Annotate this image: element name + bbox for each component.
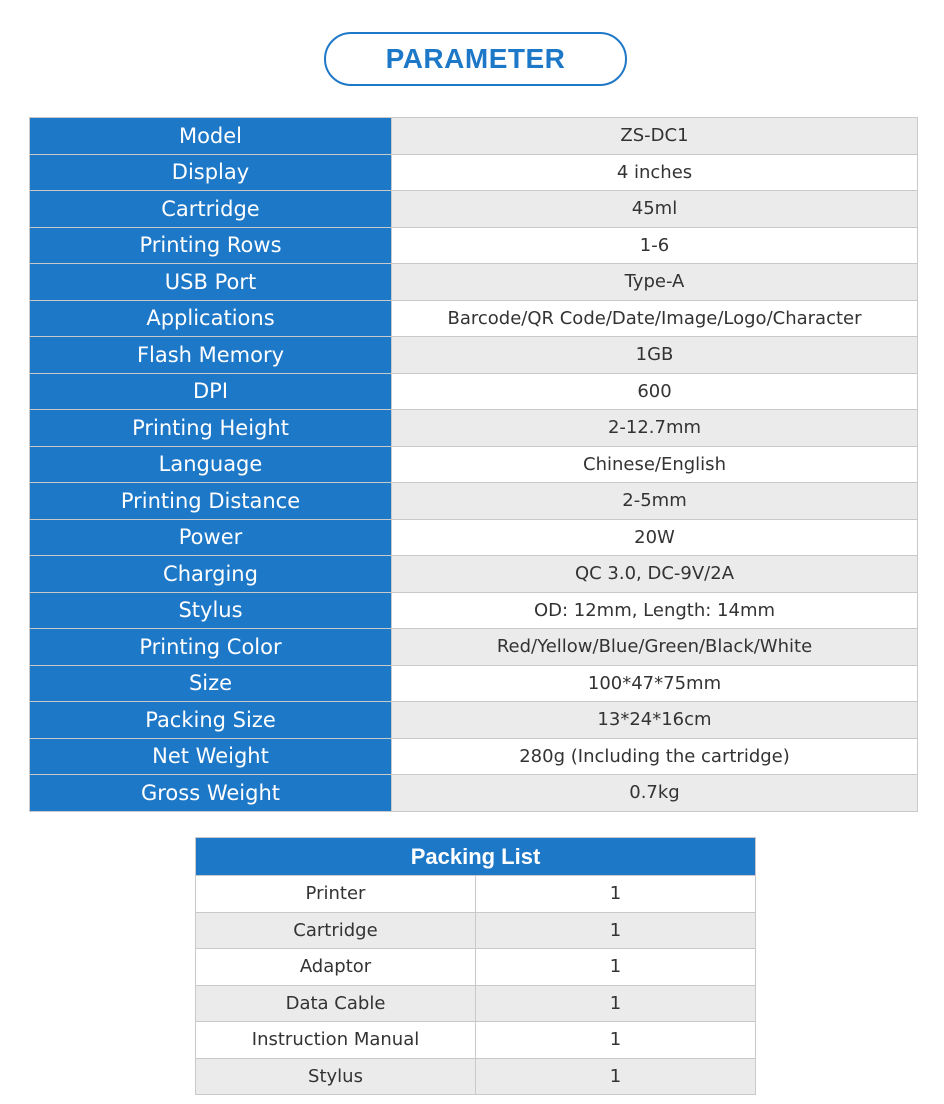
parameter-value: 1-6 xyxy=(392,227,918,264)
packing-item-quantity: 1 xyxy=(476,876,756,913)
parameter-row xyxy=(30,227,918,264)
parameter-key: Net Weight xyxy=(30,738,392,775)
parameter-key: Packing Size xyxy=(30,702,392,739)
packing-item-quantity: 1 xyxy=(476,1022,756,1059)
parameter-value: 280g (Including the cartridge) xyxy=(392,738,918,775)
packing-item-name: Stylus xyxy=(196,1058,476,1095)
parameter-key: Printing Height xyxy=(30,410,392,447)
parameter-row xyxy=(30,337,918,374)
packing-item-quantity: 1 xyxy=(476,1058,756,1095)
parameter-value: 2-5mm xyxy=(392,483,918,520)
packing-list-row xyxy=(196,949,756,986)
packing-item-name: Instruction Manual xyxy=(196,1022,476,1059)
parameter-key: Flash Memory xyxy=(30,337,392,374)
parameter-row xyxy=(30,702,918,739)
parameter-row xyxy=(30,556,918,593)
parameter-row xyxy=(30,629,918,666)
parameter-value: Chinese/English xyxy=(392,446,918,483)
packing-item-name: Printer xyxy=(196,876,476,913)
parameter-row xyxy=(30,446,918,483)
parameter-key: DPI xyxy=(30,373,392,410)
packing-list-row xyxy=(196,1058,756,1095)
parameter-key: Gross Weight xyxy=(30,775,392,812)
parameter-key: Printing Distance xyxy=(30,483,392,520)
parameter-value: 4 inches xyxy=(392,154,918,191)
parameter-row xyxy=(30,373,918,410)
parameter-value: 100*47*75mm xyxy=(392,665,918,702)
parameter-value: QC 3.0, DC-9V/2A xyxy=(392,556,918,593)
packing-list-header-row xyxy=(196,838,756,876)
parameter-key: Cartridge xyxy=(30,191,392,228)
parameter-key: USB Port xyxy=(30,264,392,301)
parameter-row xyxy=(30,738,918,775)
parameter-row xyxy=(30,775,918,812)
parameter-value: 600 xyxy=(392,373,918,410)
parameter-key: Model xyxy=(30,118,392,155)
parameter-key: Stylus xyxy=(30,592,392,629)
packing-list-row xyxy=(196,1022,756,1059)
parameter-row xyxy=(30,665,918,702)
packing-list-table xyxy=(195,837,756,1095)
parameter-key: Applications xyxy=(30,300,392,337)
parameter-key: Printing Rows xyxy=(30,227,392,264)
packing-list-row xyxy=(196,985,756,1022)
parameter-row xyxy=(30,483,918,520)
packing-list-row xyxy=(196,912,756,949)
parameter-title-badge xyxy=(324,32,627,86)
parameter-value: OD: 12mm, Length: 14mm xyxy=(392,592,918,629)
parameter-value: 0.7kg xyxy=(392,775,918,812)
parameter-value: ZS-DC1 xyxy=(392,118,918,155)
parameter-row xyxy=(30,264,918,301)
parameter-key: Printing Color xyxy=(30,629,392,666)
parameter-key: Power xyxy=(30,519,392,556)
packing-item-quantity: 1 xyxy=(476,912,756,949)
packing-item-name: Adaptor xyxy=(196,949,476,986)
parameter-row xyxy=(30,592,918,629)
parameter-value: 13*24*16cm xyxy=(392,702,918,739)
parameter-key: Language xyxy=(30,446,392,483)
parameter-row xyxy=(30,118,918,155)
parameter-row xyxy=(30,191,918,228)
packing-item-quantity: 1 xyxy=(476,985,756,1022)
packing-item-name: Data Cable xyxy=(196,985,476,1022)
parameter-row xyxy=(30,154,918,191)
parameter-table xyxy=(29,117,918,812)
packing-list-title: Packing List xyxy=(196,838,756,876)
parameter-value: 45ml xyxy=(392,191,918,228)
parameter-value: 20W xyxy=(392,519,918,556)
page-title: PARAMETER xyxy=(385,43,566,74)
parameter-row xyxy=(30,300,918,337)
parameter-value: Type-A xyxy=(392,264,918,301)
parameter-value: 1GB xyxy=(392,337,918,374)
parameter-value: 2-12.7mm xyxy=(392,410,918,447)
parameter-key: Size xyxy=(30,665,392,702)
packing-item-quantity: 1 xyxy=(476,949,756,986)
parameter-key: Charging xyxy=(30,556,392,593)
packing-list-row xyxy=(196,876,756,913)
parameter-value: Barcode/QR Code/Date/Image/Logo/Character xyxy=(392,300,918,337)
parameter-row xyxy=(30,410,918,447)
parameter-row xyxy=(30,519,918,556)
packing-item-name: Cartridge xyxy=(196,912,476,949)
parameter-value: Red/Yellow/Blue/Green/Black/White xyxy=(392,629,918,666)
parameter-key: Display xyxy=(30,154,392,191)
